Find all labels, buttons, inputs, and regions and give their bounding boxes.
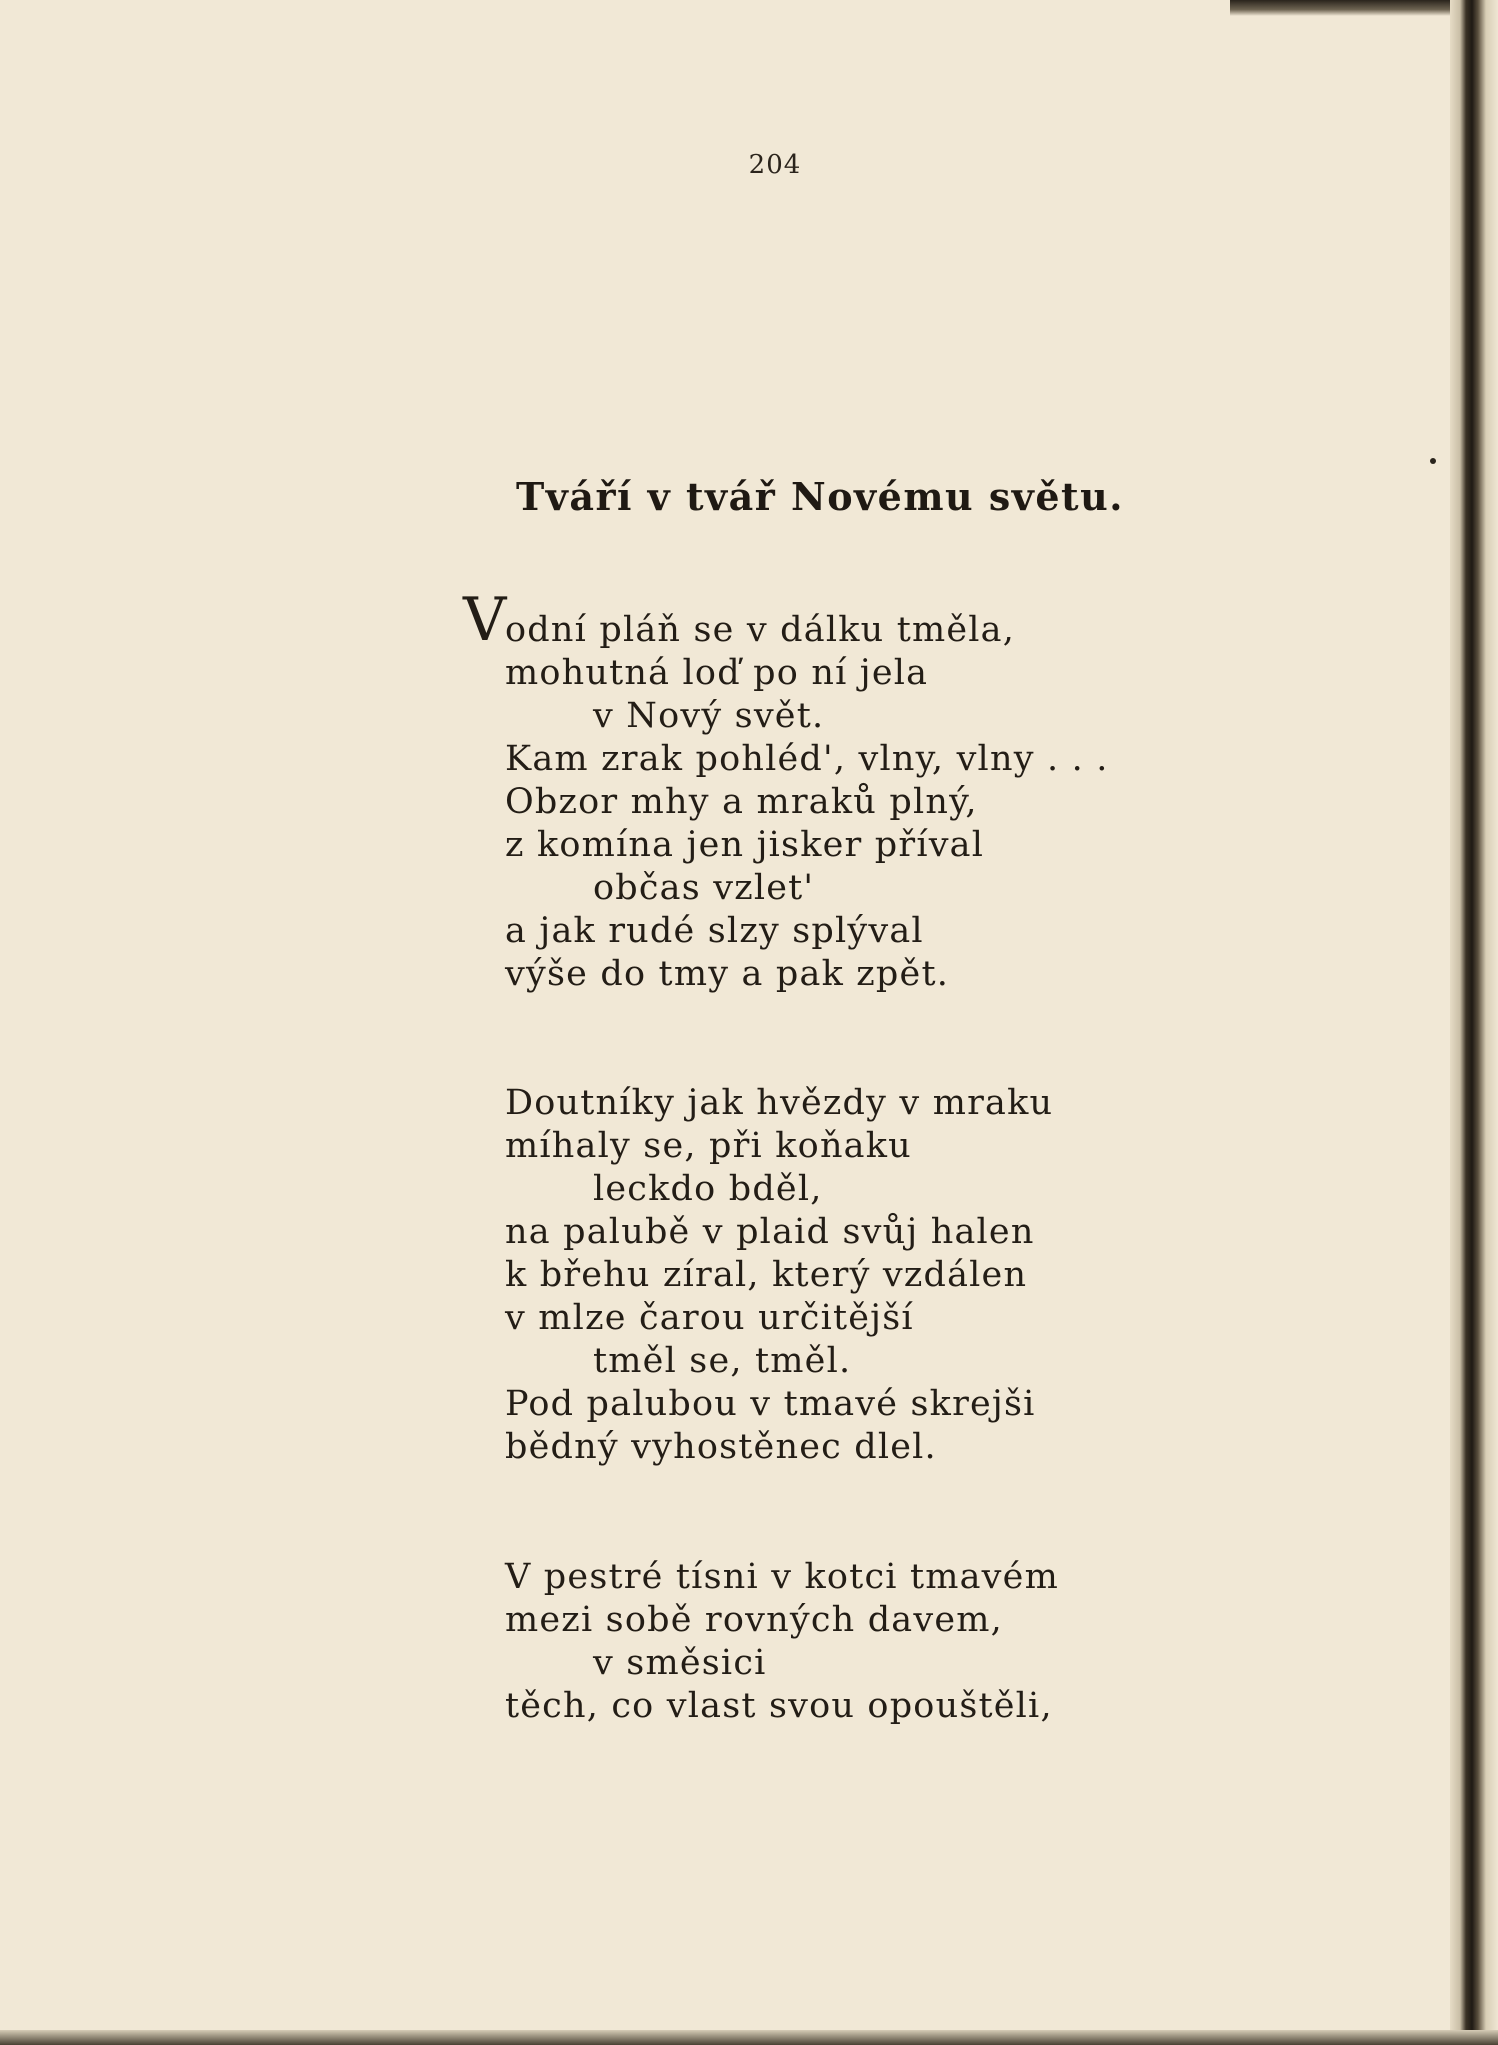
poem-line: Pod palubou v tmavé skrejši bbox=[505, 1384, 1036, 1424]
page-top-shadow bbox=[1230, 0, 1450, 16]
poem-line: v mlze čarou určitější bbox=[505, 1298, 914, 1338]
poem-line: Obzor mhy a mraků plný, bbox=[505, 782, 978, 822]
page-bottom-edge bbox=[0, 2030, 1498, 2045]
poem-line: Doutníky jak hvězdy v mraku bbox=[505, 1083, 1054, 1123]
book-binding-edge bbox=[1450, 0, 1498, 2045]
poem-line: těch, co vlast svou opouštěli, bbox=[505, 1686, 1053, 1726]
poem-title: Tváří v tvář Novému světu. bbox=[516, 474, 1124, 519]
poem-line: V pestré tísni v kotci tmavém bbox=[505, 1557, 1059, 1597]
poem-line: míhaly se, při koňaku bbox=[505, 1126, 912, 1166]
poem-line: bědný vyhostěnec dlel. bbox=[505, 1427, 937, 1467]
poem-line: mohutná loď po ní jela bbox=[505, 653, 929, 693]
speck-mark bbox=[1430, 458, 1436, 464]
poem-line: tměl se, tměl. bbox=[593, 1341, 852, 1381]
poem-line: k břehu zíral, který vzdálen bbox=[505, 1255, 1028, 1295]
poem-line: Kam zrak pohléd', vlny, vlny . . . bbox=[505, 739, 1109, 779]
poem-line: výše do tmy a pak zpět. bbox=[505, 954, 950, 994]
stanza-2 bbox=[505, 1082, 1053, 1469]
poem-line: v směsici bbox=[593, 1643, 767, 1683]
stanza-1 bbox=[505, 609, 1109, 996]
poem-line: v Nový svět. bbox=[593, 696, 825, 736]
poem-line: občas vzlet' bbox=[593, 868, 815, 908]
page-number: 204 bbox=[748, 150, 802, 180]
poem-line: mezi sobě rovných davem, bbox=[505, 1600, 1003, 1640]
poem-line: odní pláň se v dálku tměla, bbox=[505, 610, 1016, 650]
poem-line: na palubě v plaid svůj halen bbox=[505, 1212, 1035, 1252]
poem-line: z komína jen jisker příval bbox=[505, 825, 985, 865]
poem-line: a jak rudé slzy splýval bbox=[505, 911, 924, 951]
poem-line: leckdo bděl, bbox=[593, 1169, 823, 1209]
stanza-3 bbox=[505, 1556, 1059, 1728]
drop-cap: V bbox=[463, 585, 507, 655]
